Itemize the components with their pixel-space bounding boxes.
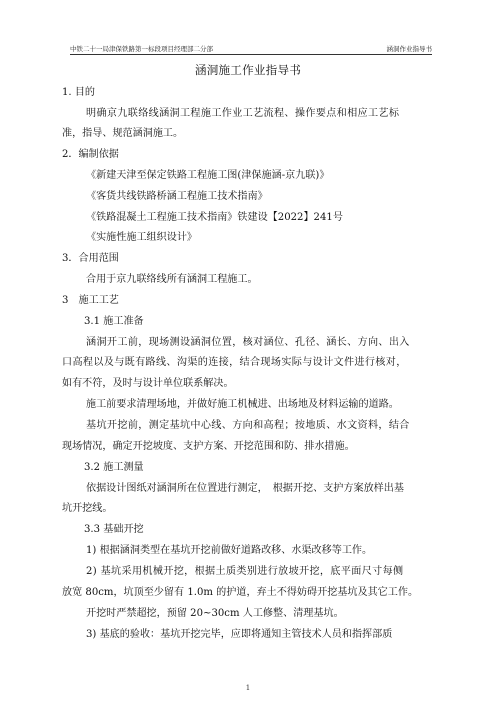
paragraph-line: 施工前要求清理场地，并做好施工机械进、出场地及材料运输的道路。 bbox=[86, 399, 399, 410]
paragraph-line: 开挖时严禁超挖，预留 20~30cm 人工修整、清理基坑。 bbox=[86, 608, 344, 619]
page-header bbox=[70, 44, 432, 53]
reference-item: 《铁路混凝土工程施工技术指南》铁建设【2022】241号 bbox=[86, 212, 343, 223]
reference-item: 《客货共线铁路桥涵工程施工技术指南》 bbox=[86, 191, 268, 202]
reference-item: 《新建天津至保定铁路工程施工图(津保施涵-京九联)》 bbox=[86, 170, 330, 181]
header-left-text: 中铁二十一局津保铁路第一标段项目经理部二分部 bbox=[70, 45, 213, 53]
document-title: 涵洞施工作业指导书 bbox=[194, 63, 302, 77]
paragraph-line: 合用于京九联络线所有涵洞工程施工。 bbox=[86, 274, 258, 285]
paragraph-line: 明确京九联络线涵洞工程施工作业工艺流程、操作要点和相应工艺标 bbox=[86, 108, 400, 119]
paragraph-line: 口高程以及与既有路线、沟渠的连接，结合现场实际与设计文件进行核对， bbox=[62, 357, 407, 368]
page-number: 1 bbox=[245, 684, 251, 692]
subsection-heading: 3.2 施工测量 bbox=[84, 462, 144, 473]
subsection-heading: 3.1 施工准备 bbox=[84, 316, 144, 327]
section-heading-process: 3 施工工艺 bbox=[62, 295, 119, 306]
paragraph-line: 依据设计图纸对涵洞所在位置进行测定， 根据开挖、支护方案放样出基 bbox=[86, 483, 404, 494]
paragraph-line: 涵洞开工前，现场测设涵洞位置，核对涵位、孔径、涵长、方向、出入 bbox=[86, 337, 410, 348]
section-heading-purpose: 1. 目的 bbox=[62, 87, 96, 98]
paragraph-line: 基坑开挖前，测定基坑中心线、方向和高程；按地质、水文资料，结合 bbox=[86, 420, 410, 431]
header-right-text: 涵洞作业指导书 bbox=[386, 45, 432, 53]
paragraph-line: 现场情况，确定开挖坡度、支护方案、开挖范围和防、排水措施。 bbox=[62, 441, 355, 452]
header-rule bbox=[70, 54, 432, 55]
paragraph-line: 放宽 80cm，坑顶至少留有 1.0m 的护道，弃土不得妨碍开挖基坑及其它工作。 bbox=[62, 587, 419, 598]
list-item: 2) 基坑采用机械开挖，根据土质类别进行放坡开挖，底平面尺寸每侧 bbox=[86, 566, 404, 577]
subsection-heading: 3.3 基础开挖 bbox=[84, 524, 144, 535]
section-heading-scope: 3．合用范围 bbox=[62, 253, 119, 264]
list-item: 1) 根据涵洞类型在基坑开挖前做好道路改移、水渠改移等工作。 bbox=[86, 545, 373, 556]
section-heading-basis: 2．编制依据 bbox=[62, 149, 119, 160]
paragraph-line: 如有不符，及时与设计单位联系解决。 bbox=[62, 378, 234, 389]
paragraph-line: 坑开挖线。 bbox=[62, 503, 113, 514]
paragraph-line: 准，指导、规范涵洞施工。 bbox=[62, 128, 184, 139]
list-item: 3) 基底的验收：基坑开挖完毕，应即将通知主管技术人员和指挥部质 bbox=[86, 629, 393, 640]
reference-item: 《实施性施工组织设计》 bbox=[86, 232, 198, 243]
